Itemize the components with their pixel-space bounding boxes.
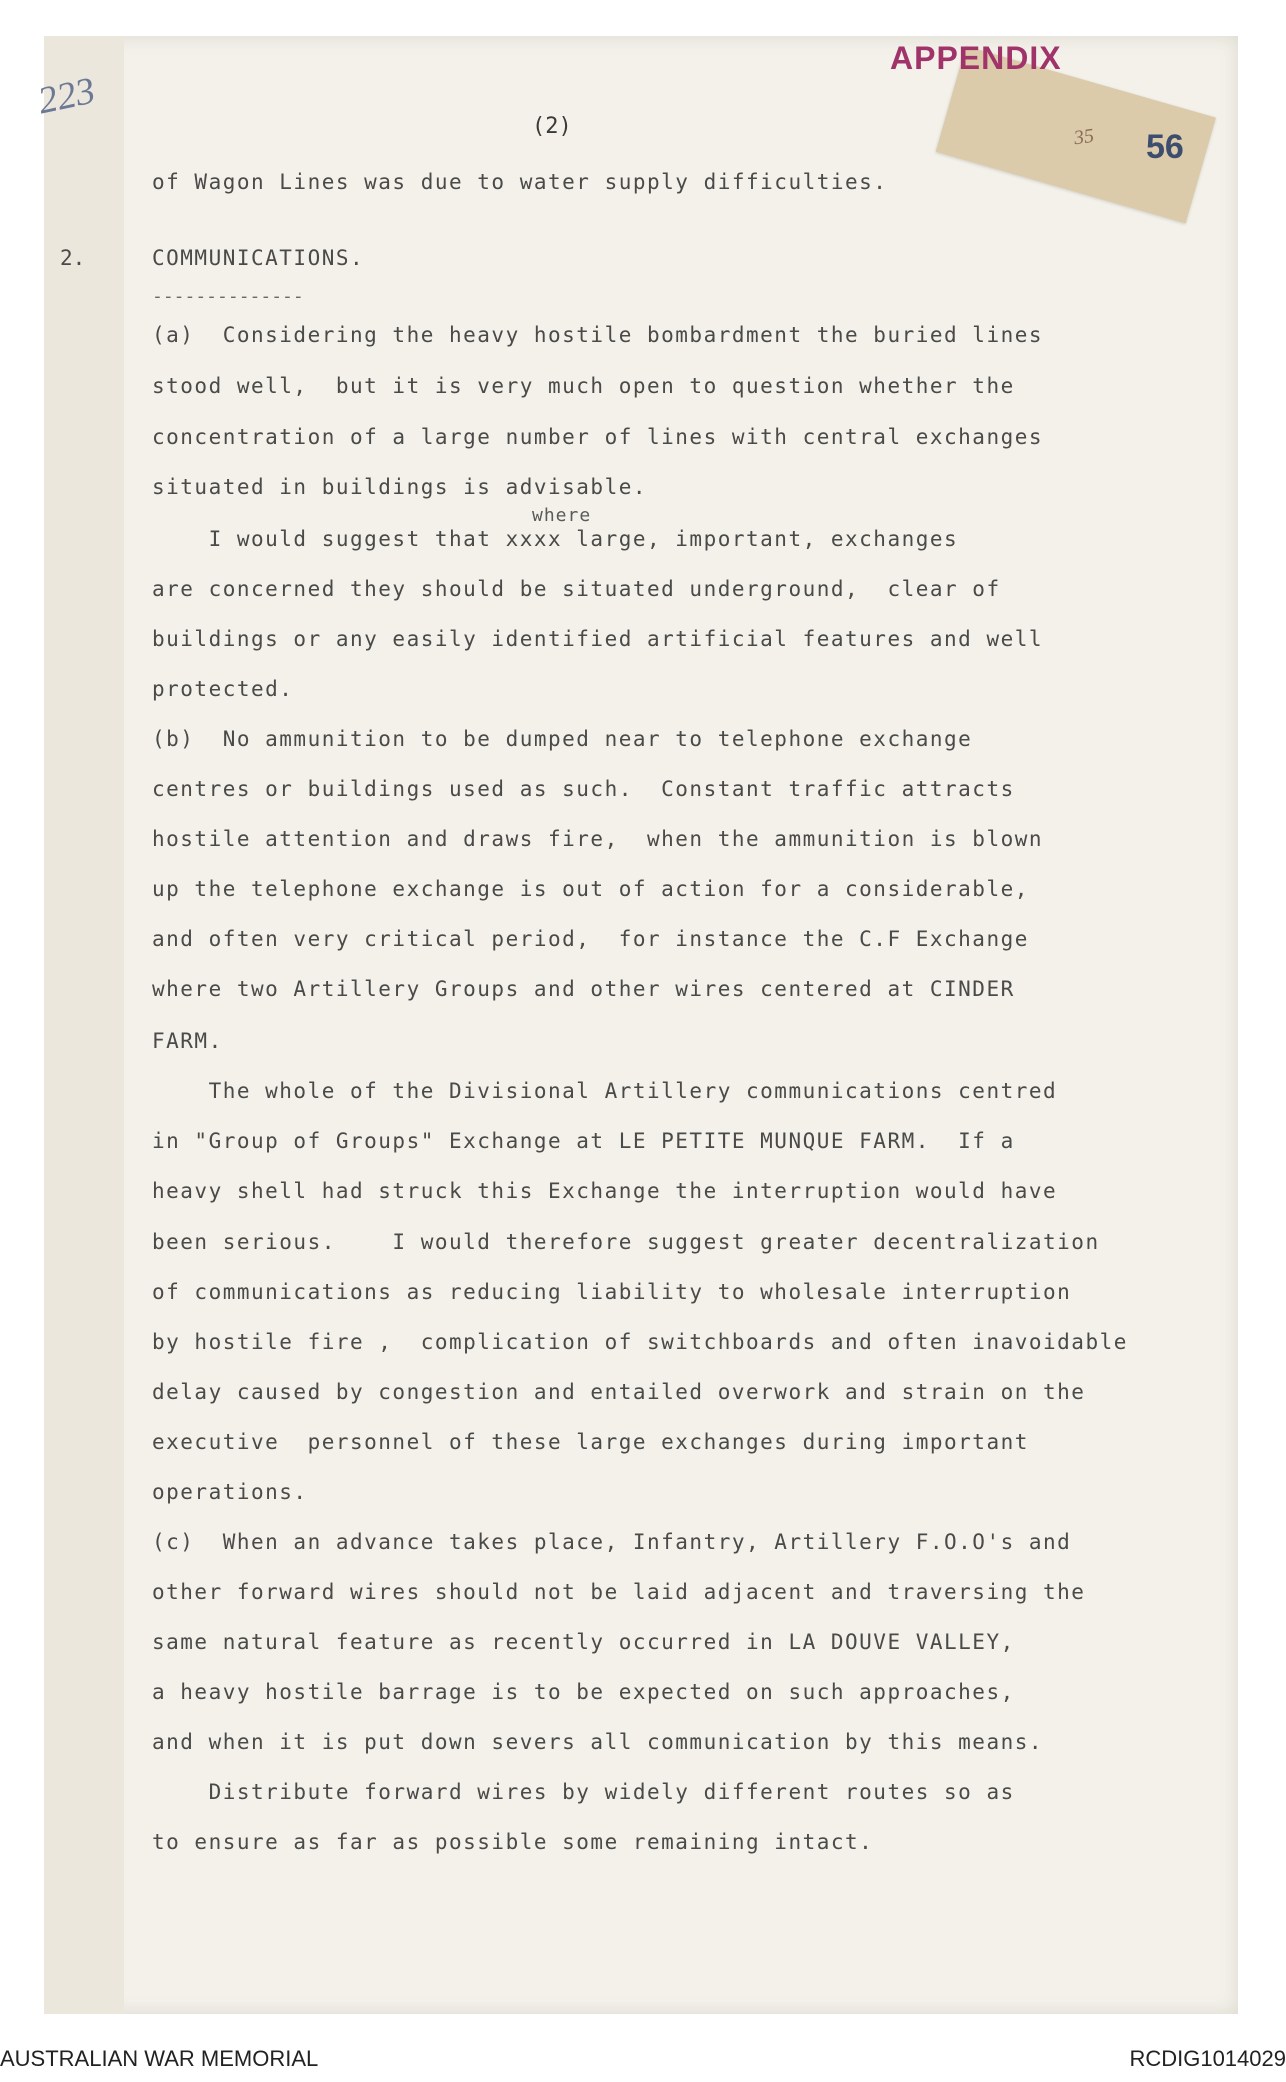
text-line: situated in buildings is advisable. (152, 475, 648, 499)
text-line: FARM. (152, 1029, 223, 1053)
page-number: (2) (532, 114, 572, 139)
appendix-stamp: APPENDIX (890, 40, 1062, 76)
text-line: a heavy hostile barrage is to be expected on such approaches, (152, 1680, 1015, 1704)
text-line: delay caused by congestion and entailed overwork and strain on the (152, 1380, 1086, 1404)
text-line: protected. (152, 677, 294, 701)
footer-left: AUSTRALIAN WAR MEMORIAL (0, 2046, 319, 2071)
text-line: heavy shell had struck this Exchange the interruption would have (152, 1179, 1058, 1203)
folio-number: 223 (34, 69, 99, 123)
text-line: by hostile fire , complication of switchboards and often inavoidable (152, 1330, 1128, 1354)
text-line: been serious. I would therefore suggest greater decentralization (152, 1230, 1100, 1254)
text-line: where two Artillery Groups and other wires centered at CINDER (152, 977, 1015, 1001)
text-line: stood well, but it is very much open to question whether the (152, 374, 1015, 398)
text-line: (b) No ammunition to be dumped near to telephone exchange (152, 727, 973, 751)
text-line: Distribute forward wires by widely different routes so as (152, 1780, 1015, 1804)
tag-number: 56 (1146, 128, 1184, 166)
text-line: executive personnel of these large exchanges during important (152, 1430, 1029, 1454)
handwritten-insert: where (532, 505, 592, 526)
text-line: I would suggest that xxxx large, important, exchanges (152, 527, 959, 551)
text-line: of Wagon Lines was due to water supply difficulties. (152, 170, 888, 194)
text-line: The whole of the Divisional Artillery communications centred (152, 1079, 1058, 1103)
text-line: in "Group of Groups" Exchange at LE PETITE MUNQUE FARM. If a (152, 1129, 1015, 1153)
left-margin (44, 36, 124, 2014)
text-line: are concerned they should be situated underground, clear of (152, 577, 1001, 601)
text-line: and when it is put down severs all communication by this means. (152, 1730, 1044, 1754)
section-number: 2. (60, 246, 86, 270)
text-line: other forward wires should not be laid adjacent and traversing the (152, 1580, 1086, 1604)
section-heading: COMMUNICATIONS. (152, 246, 365, 270)
text-line: operations. (152, 1480, 308, 1504)
text-line: centres or buildings used as such. Constant traffic attracts (152, 777, 1015, 801)
text-line: (c) When an advance takes place, Infantry, Artillery F.O.O's and (152, 1530, 1072, 1554)
text-line: and often very critical period, for instance the C.F Exchange (152, 927, 1029, 951)
text-line: hostile attention and draws fire, when the ammunition is blown (152, 827, 1044, 851)
text-line: of communications as reducing liability to wholesale interruption (152, 1280, 1072, 1304)
text-line: concentration of a large number of lines with central exchanges (152, 425, 1044, 449)
text-line: up the telephone exchange is out of action for a considerable, (152, 877, 1029, 901)
tag-number-small: 35 (1072, 124, 1096, 150)
footer-right: RCDIG1014029 (1129, 2046, 1286, 2071)
text-line: (a) Considering the heavy hostile bombardment the buried lines (152, 323, 1044, 347)
heading-underline: -------------- (152, 286, 304, 307)
text-line: to ensure as far as possible some remaining intact. (152, 1830, 874, 1854)
text-line: buildings or any easily identified artificial features and well (152, 627, 1044, 651)
text-line: same natural feature as recently occurred in LA DOUVE VALLEY, (152, 1630, 1015, 1654)
